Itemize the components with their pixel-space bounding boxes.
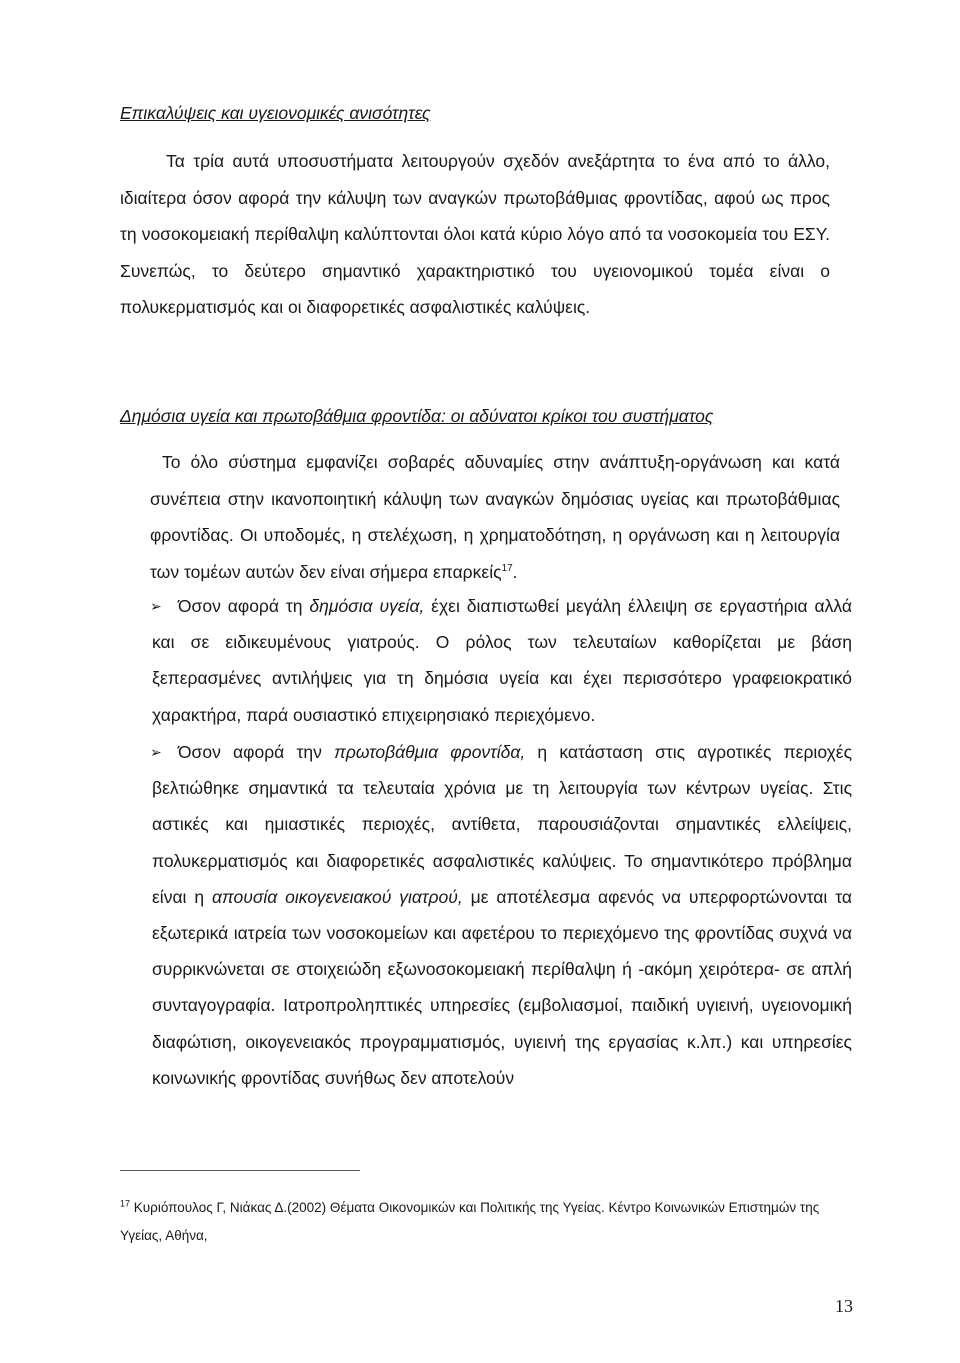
paragraph-system-weaknesses-text: Το όλο σύστημα εμφανίζει σοβαρές αδυναμίες στην ανάπτυξη-οργάνωση και κατά συνέπεια στην ικανοποιητική κάλυψη των αναγκών δημόσιας υγείας και πρωτοβάθμιας φροντίδας. Οι υποδομές, η στελέχωση, η χρηματοδότηση, η οργάνωση και η λειτουργία των τομέων αυτών δεν είναι σήμερα επαρκείς: [150, 452, 840, 582]
footnote-reference[interactable]: 17: [501, 562, 513, 574]
section-heading-public-health: Δημόσια υγεία και πρωτοβάθμια φροντίδα: οι αδύνατοι κρίκοι του συστήματος: [120, 406, 714, 426]
emphasis-public-health: δημόσια υγεία,: [309, 596, 425, 616]
arrow-bullet-icon: ➢: [150, 598, 162, 614]
bullet-public-health: ➢ Όσον αφορά τη δημόσια υγεία, έχει διαπιστωθεί μεγάλη έλλειψη σε εργαστήρια αλλά και σε ειδικευμένους γιατρούς. Ο ρόλος των τελευταίων καθορίζεται με βάση ξεπερασμένες αντιλήψεις για τη δημόσια υγεία και έχει περισσότερο γραφειοκρατικό χαρακτήρα, παρά ουσιαστικό επιχειρησιακό περιεχόμενο.: [152, 588, 852, 733]
paragraph-subsystems-text: Τα τρία αυτά υποσυστήματα λειτουργούν σχεδόν ανεξάρτητα το ένα από το άλλο, ιδιαίτερα όσον αφορά την κάλυψη των αναγκών πρωτοβάθμιας φροντίδας, αφού ως προς τη νοσοκομειακή περίθαλψη καλύπτονται όλοι κατά κύριο λόγο από τα νοσοκομεία του ΕΣΥ. Συνεπώς, το δεύτερο σημαντικό χαρακτηριστικό του υγειονομικού τομέα είναι ο πολυκερματισμός και οι διαφορετικές ασφαλιστικές καλύψεις.: [120, 151, 830, 317]
paragraph-system-weaknesses: Το όλο σύστημα εμφανίζει σοβαρές αδυναμίες στην ανάπτυξη-οργάνωση και κατά συνέπεια στην ικανοποιητική κάλυψη των αναγκών δημόσιας υγείας και πρωτοβάθμιας φροντίδας. Οι υποδομές, η στελέχωση, η χρηματοδότηση, η οργάνωση και η λειτουργία των τομέων αυτών δεν είναι σήμερα επαρκείς$^{17}$.: [150, 452, 840, 582]
emphasis-primary-care: πρωτοβάθμια φροντίδα,: [334, 742, 526, 762]
emphasis-family-doctor: απουσία οικογενειακού γιατρού,: [212, 886, 463, 907]
arrow-bullet-icon: ➢: [150, 744, 162, 760]
footnote: [120, 1194, 860, 1250]
bullet-primary-care: ➢ Όσον αφορά την πρωτοβάθμια φροντίδα, η κατάσταση στις αγροτικές περιοχές βελτιώθηκε σημαντικά τα τελευταία χρόνια με τη λειτουργία των κέντρων υγείας. Στις αστικές και ημιαστικές περιοχές, αντίθετα, παρουσιάζονται σημαντικές ελλείψεις, πολυκερματισμός και διαφορετικές ασφαλιστικές καλύψεις. Το σημαντικότερο πρόβλημα είναι η απουσία οικογενειακού γιατρού, με αποτέλεσμα αφενός να υπερφορτώνονται τα εξωτερικά ιατρεία των νοσοκομείων και αφετέρου το περιεχόμενο της φροντίδας συχνά να συρρικνώνεται σε στοιχειώδη εξωνοσοκομειακή περίθαλψη ή -ακόμη χειρότερα- σε απλή συνταγογραφία. Ιατροπροληπτικές υπηρεσίες (εμβολιασμοί, παιδική υγιεινή, υγειονομική διαφώτιση, οικογενειακός προγραμματισμός, υγιεινή της εργασίας κ.λπ.) και υπηρεσίες κοινωνικής φροντίδας συνήθως δεν αποτελούν: [152, 734, 852, 1096]
footnote-divider: [120, 1170, 360, 1171]
paragraph-subsystems: [120, 143, 830, 326]
section-heading-overlaps: Επικαλύψεις και υγειονομικές ανισότητες: [120, 103, 431, 123]
page-number: 13: [835, 1296, 853, 1316]
footnote-text: Κυριόπουλος Γ, Νιάκας Δ.(2002) Θέματα Οικονομικών και Πολιτικής της Υγείας. Κέντρο Κοινωνικών Επιστημών της Υγείας, Αθήνα,: [120, 1200, 820, 1243]
footnote-number: 17: [120, 1198, 131, 1209]
